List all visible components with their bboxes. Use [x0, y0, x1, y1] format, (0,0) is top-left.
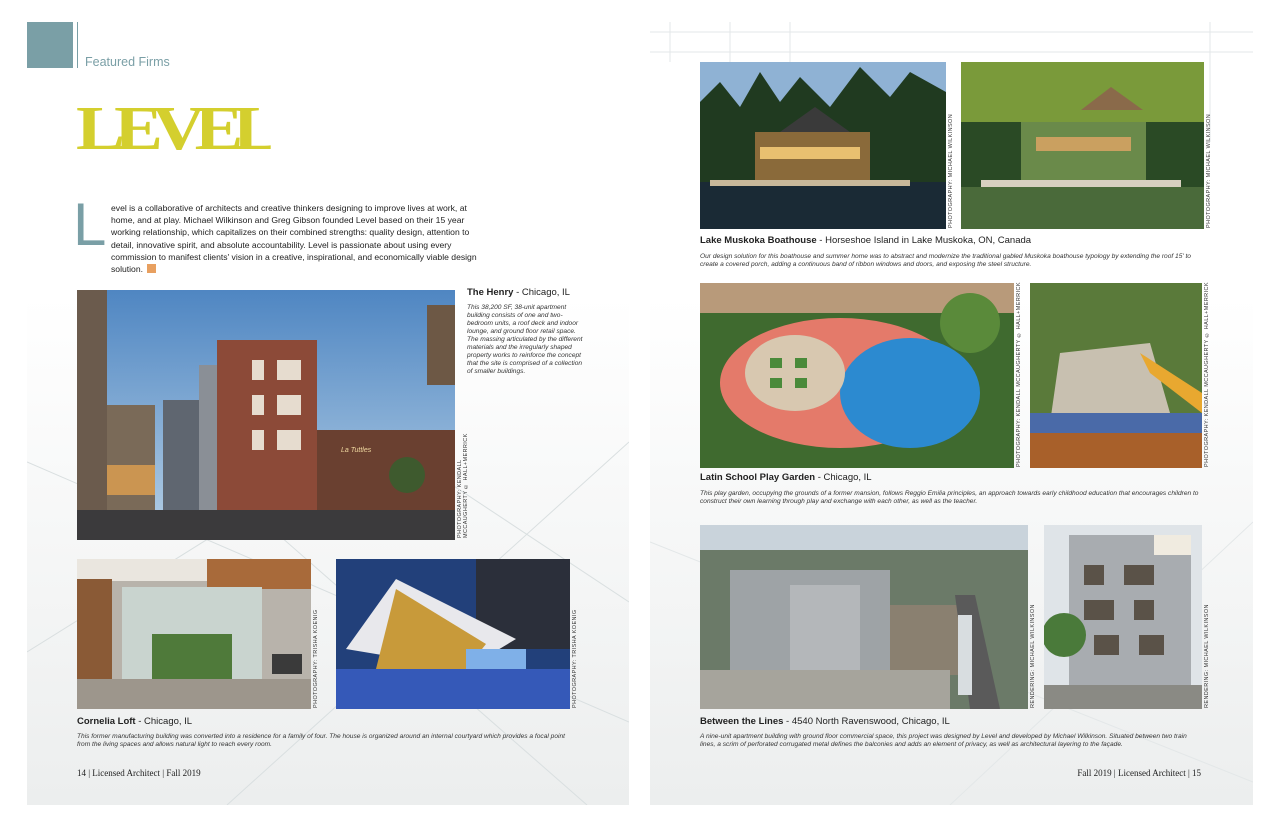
- firm-logo-text: LEVEL: [76, 102, 271, 156]
- intro-paragraph: [111, 202, 479, 275]
- lines-location: - 4540 North Ravenswood, Chicago, IL: [783, 716, 950, 727]
- intro-text: evel is a collaborative of architects and creative thinkers designing to improve lives at work, at home, and at play. Michael Wilkinson and Greg Gibson founded Level based on their 15 year working relationship, which capitalizes on their combined strengths: quality design, attention to detail, innovative spirit, and absolute accountability. Level is passionate about using every commission to manifest clients' vision in a creative, inspirational, and economically viable design solution.: [111, 203, 477, 275]
- cornelia-description: This former manufacturing building was converted into a residence for a family of four. The house is organized around an internal courtyard which provides a focal point from the living spaces and allows natural light to reach every room.: [77, 733, 565, 748]
- muskoka-photo-credit-1: PHOTOGRAPHY: MICHAEL WILKINSON: [948, 113, 954, 228]
- latin-description: This play garden, occupying the grounds of a former mansion, follows Reggio Emilia principles, an approach towards early childhood education that encourages children to construct their own learning through play and exchange with each other, as well as the teacher.: [700, 490, 1199, 505]
- right-footer: Fall 2019 | Licensed Architect | 15: [1077, 768, 1201, 778]
- lines-description: A nine-unit apartment building with ground floor commercial space, this project was designed by Level and developed by Michael Wilkinson. Situated between two train lines, a scrim of perforated corrugated metal defines the balconies and adds an element of privacy, as well as architectural layering to the façade.: [700, 733, 1187, 748]
- muskoka-caption-title: [700, 235, 1031, 246]
- muskoka-description: Our design solution for this boathouse and summer home was to abstract and modernize the traditional gabled Muskoka boathouse typology by extending the roof 15' to create a covered porch, adding a continuous band of ribbon windows and doors, and exposing the steel structure.: [700, 253, 1191, 268]
- latin-caption-title: [700, 472, 872, 483]
- cornelia-photo-credit-1: PHOTOGRAPHY: TRISHA KOENIG: [313, 609, 319, 708]
- lines-rendering-2: [1044, 525, 1202, 709]
- end-mark-icon: [147, 264, 156, 273]
- lines-rendering-1: [700, 525, 1028, 709]
- left-footer: 14 | Licensed Architect | Fall 2019: [77, 768, 201, 778]
- latin-photo-1: [700, 283, 1014, 468]
- muskoka-title: Lake Muskoka Boathouse: [700, 235, 817, 246]
- henry-description: This 38,200 SF, 38-unit apartment building consists of one and two-bedroom units, a roof deck and indoor lounge, and ground floor retail space. The massing articulated by the different materials and the irregularly shaped property works to reinforce the concept that the site is comprised of a collection of smaller buildings.: [467, 304, 583, 375]
- cornelia-exterior-photo: [336, 559, 570, 709]
- cornelia-interior-photo: [77, 559, 311, 709]
- latin-photo-credit-1: PHOTOGRAPHY: KENDALL MCCAUGHERTY © HALL+MERRICK: [1016, 282, 1022, 467]
- lines-rendering-credit-2: RENDERING: MICHAEL WILKINSON: [1204, 604, 1210, 708]
- muskoka-photo-2: [961, 62, 1204, 229]
- intro-dropcap: L: [73, 191, 107, 258]
- henry-sign: La Tuttles: [341, 447, 372, 454]
- left-page: [27, 22, 629, 805]
- henry-title: The Henry: [467, 287, 514, 298]
- cornelia-photo-credit-2: PHOTOGRAPHY: TRISHA KOENIG: [572, 609, 578, 708]
- section-label: Featured Firms: [85, 55, 170, 69]
- latin-title: Latin School Play Garden: [700, 472, 816, 483]
- latin-photo-2: [1030, 283, 1202, 468]
- firm-logo: [76, 102, 271, 156]
- section-marker-square: [27, 22, 73, 68]
- henry-caption-title: [467, 287, 570, 298]
- muskoka-location: - Horseshoe Island in Lake Muskoka, ON, Canada: [816, 235, 1032, 246]
- muskoka-photo-credit-2: PHOTOGRAPHY: MICHAEL WILKINSON: [1206, 113, 1212, 228]
- lines-rendering-credit-1: RENDERING: MICHAEL WILKINSON: [1030, 604, 1036, 708]
- henry-photo: [77, 290, 455, 540]
- latin-location: - Chicago, IL: [815, 472, 872, 483]
- cornelia-title: Cornelia Loft: [77, 716, 136, 727]
- muskoka-photo-1: [700, 62, 946, 229]
- cornelia-location: - Chicago, IL: [135, 716, 193, 727]
- henry-location: - Chicago, IL: [513, 287, 570, 298]
- henry-photo-credit: PHOTOGRAPHY: KENDALL MCCAUGHERTY © HALL+MERRICK: [457, 433, 469, 538]
- cornelia-caption-title: [77, 716, 192, 727]
- lines-caption-title: [700, 716, 950, 727]
- section-marker-rule: [77, 22, 78, 68]
- latin-photo-credit-2: PHOTOGRAPHY: KENDALL MCCAUGHERTY © HALL+MERRICK: [1204, 282, 1210, 467]
- lines-title: Between the Lines: [700, 716, 784, 727]
- right-page: [650, 22, 1253, 805]
